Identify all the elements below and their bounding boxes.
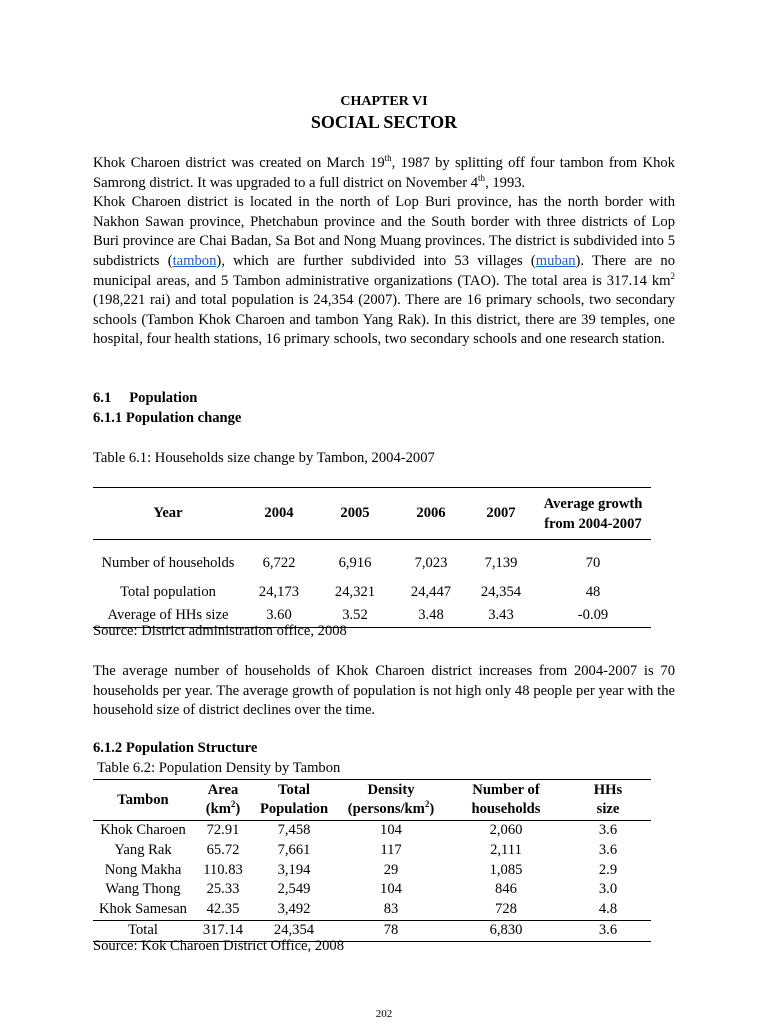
t1-header-2005: 2005 — [315, 488, 395, 540]
t2-cell: 110.83 — [203, 861, 243, 878]
t2-cell: 1,085 — [489, 861, 523, 878]
table-row — [93, 821, 651, 841]
t1-header-growth — [535, 488, 651, 540]
t2-cell: Khok Samesan — [99, 901, 187, 918]
t2-header-households — [447, 780, 565, 821]
t1-growth-line1: Average growth — [543, 495, 643, 512]
t1-cell: 3.52 — [315, 604, 395, 628]
t2-cell: 25.33 — [206, 881, 240, 898]
t1-cell: Average of HHs size — [93, 604, 243, 628]
t2-den-line1: Density — [367, 782, 415, 798]
intro-paragraph-2 — [93, 193, 675, 350]
t2-cell: 104 — [380, 822, 402, 838]
t2-cell: 4.8 — [598, 901, 618, 918]
table-row — [93, 880, 651, 900]
t2-cell: 846 — [495, 881, 517, 898]
t2-cell: 42.35 — [206, 901, 240, 918]
table-row — [93, 540, 651, 576]
intro-p1-a: Khok Charoen district was created on March 19 — [93, 155, 385, 171]
t2-total-cell: 6,830 — [489, 921, 523, 938]
table1-source: Source: District administration office, 2008 — [93, 623, 347, 639]
section-6-1-2-heading: 6.1.2 Population Structure — [93, 740, 258, 756]
t1-cell: 3.48 — [395, 604, 467, 628]
t2-total-cell: Total — [128, 921, 158, 938]
intro-p2-d: (198,221 rai) and total population is 24,354 (2007). There are 16 primary schools, two secondary schools (Tambon Khok Charoen and tambon Yang Rak). In this district, there are 39 temples, one hospital, four health stations, 16 primary schools, two secondary schools and one research station. — [93, 292, 675, 348]
page-title: SOCIAL SECTOR — [310, 112, 458, 132]
t2-header-tambon: Tambon — [117, 791, 169, 808]
intro-paragraph-1 — [93, 154, 675, 193]
t2-cell: 3,492 — [277, 901, 311, 918]
chapter-label: CHAPTER VI — [340, 94, 428, 109]
t2-header-area — [193, 780, 253, 821]
t2-cell: 3.6 — [598, 841, 618, 858]
section-6-1-heading — [93, 390, 197, 407]
intro-p1-b: , 1987 by splitting off four tambon from Khok Samrong district. It was upgraded to a full district on November 4 — [93, 155, 675, 191]
households-table — [93, 487, 651, 628]
t2-size-line1: HHs — [593, 782, 623, 798]
t2-cell: 65.72 — [206, 841, 240, 858]
t1-growth-line2: from 2004-2007 — [544, 515, 642, 532]
table-row — [93, 841, 651, 861]
t1-cell: 3.60 — [243, 604, 315, 628]
t2-total-cell: 78 — [383, 921, 399, 938]
t1-cell: 3.43 — [467, 604, 535, 628]
t1-cell: 48 — [585, 583, 601, 600]
t2-cell: 2.9 — [598, 861, 618, 878]
t1-cell: 24,447 — [410, 583, 452, 600]
t2-header-density — [335, 780, 447, 821]
section-6-1-number: 6.1 — [93, 390, 112, 406]
page-number: 202 — [375, 1008, 393, 1020]
t1-header-2007: 2007 — [467, 488, 535, 540]
t2-area-line1: Area — [207, 782, 239, 798]
table1-caption: Table 6.1: Households size change by Tambon, 2004-2007 — [93, 450, 435, 466]
t1-cell: 6,916 — [338, 554, 372, 571]
t2-size-line2: size — [596, 801, 620, 817]
intro-p1-c: , 1993. — [485, 174, 526, 191]
t2-total-cell: 317.14 — [202, 921, 244, 938]
t2-cell: 3.6 — [598, 822, 618, 838]
t2-cell: 104 — [380, 881, 402, 898]
t2-header-hh-size — [565, 780, 651, 821]
t1-cell: 24,321 — [334, 583, 376, 600]
t2-cell: 2,060 — [489, 822, 523, 838]
table-row — [93, 576, 651, 604]
t2-header-population — [253, 780, 335, 821]
t2-cell: 2,549 — [277, 881, 311, 898]
tambon-link[interactable]: tambon — [172, 252, 217, 269]
t2-cell: Nong Makha — [104, 861, 182, 878]
intro-p2-a: Khok Charoen district is located in the north of Lop Buri province, has the north border with Nakhon Sawan province, Phetchabun province and the South border with three districts of Lop Buri province are Chai Badan, Sa Bot and Nong Muang provinces. The district is subdivided into 5 subdistricts ( — [93, 194, 675, 269]
t2-cell: 7,661 — [277, 841, 311, 858]
t2-area-line2: (km — [205, 801, 231, 817]
t1-cell: Total population — [120, 583, 216, 600]
intro-p1-sup2: th — [478, 172, 486, 183]
t1-cell: -0.09 — [535, 604, 651, 628]
t1-header-2004: 2004 — [243, 488, 315, 540]
t2-cell: 117 — [380, 841, 402, 858]
t2-cell: 3.0 — [598, 881, 618, 898]
t2-cell: 7,458 — [277, 822, 311, 838]
t2-den-line2: (persons/km — [347, 801, 425, 817]
t2-cell: 72.91 — [206, 822, 240, 838]
t2-cell: 3,194 — [277, 861, 311, 878]
t2-cell: 83 — [383, 901, 399, 918]
t1-cell: 24,354 — [480, 583, 522, 600]
t2-area-close: ) — [235, 801, 241, 817]
t2-den-close: ) — [429, 801, 435, 817]
table2-source: Source: Kok Charoen District Office, 2008 — [93, 938, 345, 954]
t1-cell: Number of households — [101, 554, 235, 571]
intro-p2-b: ), which are further subdivided into 53 villages ( — [216, 252, 536, 269]
population-density-table — [93, 779, 651, 942]
t1-cell: 6,722 — [262, 554, 296, 571]
intro-text — [93, 154, 675, 350]
t1-cell: 24,173 — [258, 583, 300, 600]
t2-den-sup: 2 — [424, 799, 430, 810]
t2-hh-line1: Number of — [472, 782, 540, 798]
t2-cell: 2,111 — [490, 841, 522, 858]
t1-header-year: Year — [93, 488, 243, 540]
table2-caption: Table 6.2: Population Density by Tambon — [97, 760, 341, 776]
intro-p2-sup: 2 — [670, 270, 675, 281]
t1-cell: 7,023 — [414, 554, 448, 571]
t2-cell: 29 — [383, 861, 399, 878]
table-row — [93, 900, 651, 920]
population-paragraph: The average number of households of Khok Charoen district increases from 2004-2007 is 70 households per year. The average growth of population is not high only 48 people per year with the household size of district declines over the time. — [93, 663, 675, 719]
t2-cell: Khok Charoen — [100, 822, 186, 838]
muban-link[interactable]: muban — [535, 252, 576, 269]
t1-cell: 7,139 — [484, 554, 518, 571]
t2-area-sup: 2 — [230, 799, 236, 810]
t2-total-cell: 3.6 — [598, 921, 618, 938]
table-row — [93, 861, 651, 881]
intro-p2-c: ). There are no municipal areas, and 5 Tambon administrative organizations (TAO). The total area is 317.14 km — [93, 252, 675, 289]
t2-pop-line1: Total — [278, 782, 310, 798]
intro-p1-sup1: th — [384, 153, 392, 164]
t2-hh-line2: households — [471, 801, 541, 817]
t2-cell: 728 — [495, 901, 517, 918]
t1-header-2006: 2006 — [395, 488, 467, 540]
section-6-1-label: Population — [129, 390, 198, 406]
section-6-1-1-heading: 6.1.1 Population change — [93, 410, 242, 426]
t2-cell: Yang Rak — [114, 841, 172, 858]
t2-pop-line2: Population — [259, 801, 329, 817]
t1-cell: 70 — [585, 554, 601, 571]
t2-total-cell: 24,354 — [273, 921, 315, 938]
t2-cell: Wang Thong — [105, 881, 181, 898]
